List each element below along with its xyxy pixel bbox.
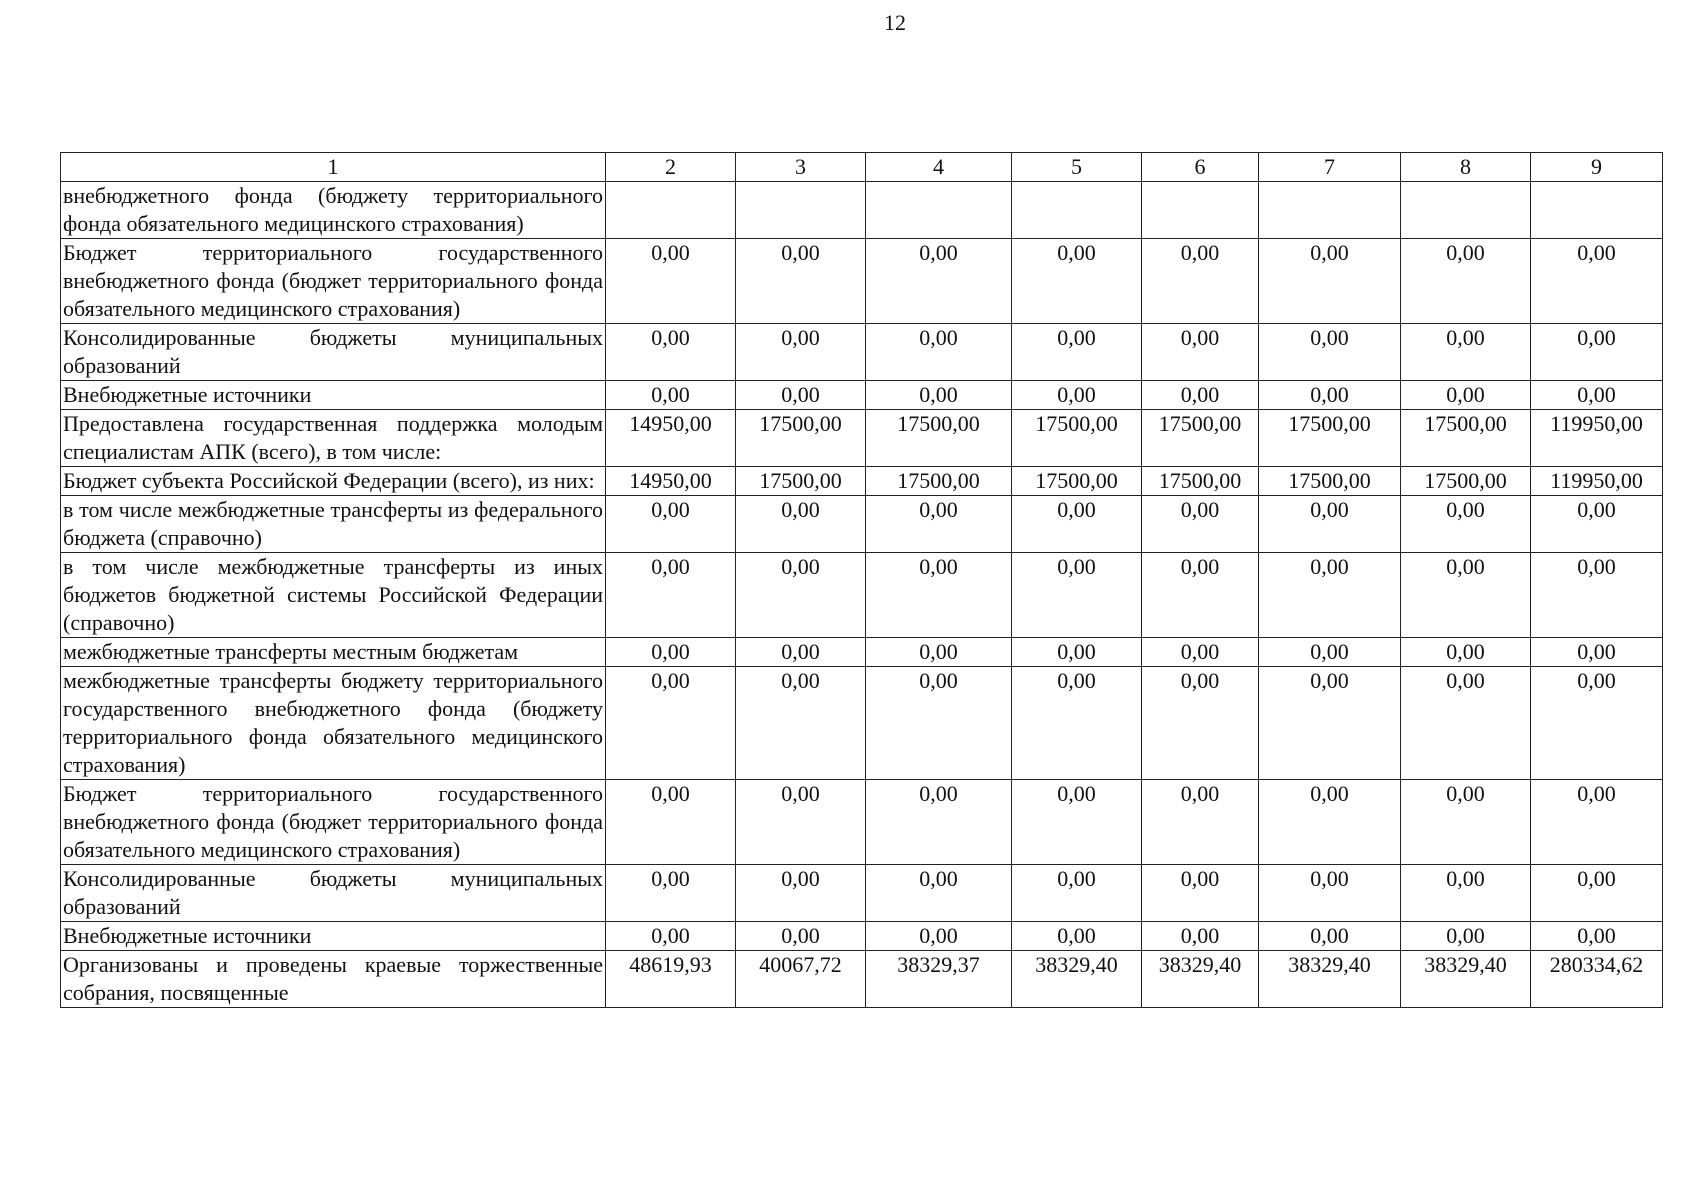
column-header: 8 — [1401, 153, 1531, 182]
header-row — [61, 153, 1663, 182]
value-cell: 0,00 — [606, 667, 736, 780]
value-cell: 0,00 — [1259, 667, 1401, 780]
value-cell: 0,00 — [1142, 865, 1259, 922]
value-cell: 0,00 — [1259, 324, 1401, 381]
value-cell: 17500,00 — [866, 467, 1012, 496]
table-row — [61, 410, 1663, 467]
row-label: в том числе межбюджетные трансферты из федерального бюджета (справочно) — [61, 496, 606, 553]
value-cell: 0,00 — [1531, 865, 1663, 922]
value-cell: 0,00 — [866, 865, 1012, 922]
row-label: межбюджетные трансферты бюджету территориального государственного внебюджетного фонда (бюджету территориального фонда обязательного медицинского страхования) — [61, 667, 606, 780]
row-label: Бюджет территориального государственного внебюджетного фонда (бюджет территориального фонда обязательного медицинского страхования) — [61, 239, 606, 324]
value-cell: 0,00 — [1142, 553, 1259, 638]
row-label: Предоставлена государственная поддержка молодым специалистам АПК (всего), в том числе: — [61, 410, 606, 467]
value-cell: 0,00 — [1401, 667, 1531, 780]
value-cell: 0,00 — [736, 324, 866, 381]
page-number: 12 — [884, 10, 906, 35]
value-cell: 280334,62 — [1531, 951, 1663, 1008]
value-cell: 0,00 — [736, 553, 866, 638]
value-cell — [1531, 182, 1663, 239]
row-label: Внебюджетные источники — [61, 381, 606, 410]
value-cell: 0,00 — [606, 638, 736, 667]
value-cell: 0,00 — [736, 638, 866, 667]
value-cell: 0,00 — [866, 496, 1012, 553]
value-cell: 0,00 — [1531, 553, 1663, 638]
value-cell: 0,00 — [736, 381, 866, 410]
value-cell: 0,00 — [1401, 865, 1531, 922]
value-cell: 0,00 — [1401, 324, 1531, 381]
value-cell: 0,00 — [1259, 638, 1401, 667]
value-cell: 38329,40 — [1401, 951, 1531, 1008]
column-header: 3 — [736, 153, 866, 182]
value-cell: 0,00 — [736, 865, 866, 922]
value-cell: 0,00 — [1012, 239, 1142, 324]
value-cell: 0,00 — [1142, 667, 1259, 780]
value-cell: 0,00 — [1531, 239, 1663, 324]
value-cell: 0,00 — [1401, 638, 1531, 667]
value-cell: 0,00 — [1531, 667, 1663, 780]
row-label: Организованы и проведены краевые торжественные собрания, посвященные — [61, 951, 606, 1008]
value-cell — [1012, 182, 1142, 239]
value-cell: 17500,00 — [1142, 410, 1259, 467]
value-cell: 0,00 — [1012, 381, 1142, 410]
value-cell: 0,00 — [1012, 553, 1142, 638]
column-header: 5 — [1012, 153, 1142, 182]
value-cell: 0,00 — [606, 922, 736, 951]
value-cell: 0,00 — [1012, 638, 1142, 667]
row-label: Внебюджетные источники — [61, 922, 606, 951]
value-cell: 0,00 — [1012, 496, 1142, 553]
budget-table — [60, 152, 1663, 1008]
value-cell: 17500,00 — [1012, 410, 1142, 467]
value-cell: 17500,00 — [1259, 467, 1401, 496]
value-cell: 0,00 — [1259, 865, 1401, 922]
table-row — [61, 865, 1663, 922]
column-header: 9 — [1531, 153, 1663, 182]
value-cell: 14950,00 — [606, 410, 736, 467]
value-cell: 0,00 — [1012, 324, 1142, 381]
value-cell: 0,00 — [606, 865, 736, 922]
row-label: в том числе межбюджетные трансферты из иных бюджетов бюджетной системы Российской Федерации (справочно) — [61, 553, 606, 638]
table-row — [61, 182, 1663, 239]
table-row — [61, 324, 1663, 381]
value-cell: 0,00 — [736, 667, 866, 780]
value-cell: 38329,37 — [866, 951, 1012, 1008]
value-cell: 0,00 — [1531, 324, 1663, 381]
value-cell: 0,00 — [1401, 381, 1531, 410]
value-cell: 0,00 — [606, 496, 736, 553]
row-label: Бюджет субъекта Российской Федерации (всего), из них: — [61, 467, 606, 496]
value-cell: 0,00 — [866, 780, 1012, 865]
value-cell — [606, 182, 736, 239]
value-cell — [736, 182, 866, 239]
value-cell: 40067,72 — [736, 951, 866, 1008]
value-cell: 0,00 — [606, 239, 736, 324]
value-cell: 17500,00 — [1259, 410, 1401, 467]
value-cell: 0,00 — [1142, 381, 1259, 410]
value-cell: 38329,40 — [1259, 951, 1401, 1008]
value-cell: 0,00 — [1401, 922, 1531, 951]
value-cell: 0,00 — [1142, 780, 1259, 865]
value-cell: 0,00 — [1012, 922, 1142, 951]
value-cell: 0,00 — [1401, 496, 1531, 553]
table-row — [61, 780, 1663, 865]
value-cell: 0,00 — [866, 638, 1012, 667]
column-header: 7 — [1259, 153, 1401, 182]
value-cell: 0,00 — [866, 239, 1012, 324]
value-cell — [866, 182, 1012, 239]
value-cell — [1259, 182, 1401, 239]
value-cell: 0,00 — [1142, 324, 1259, 381]
table-row — [61, 553, 1663, 638]
column-header: 6 — [1142, 153, 1259, 182]
row-label: внебюджетного фонда (бюджету территориального фонда обязательного медицинского страхования) — [61, 182, 606, 239]
value-cell: 17500,00 — [1012, 467, 1142, 496]
value-cell: 0,00 — [1531, 381, 1663, 410]
value-cell: 0,00 — [606, 324, 736, 381]
value-cell: 0,00 — [1259, 553, 1401, 638]
value-cell — [1142, 182, 1259, 239]
value-cell: 0,00 — [1259, 381, 1401, 410]
row-label: Бюджет территориального государственного внебюджетного фонда (бюджет территориального фонда обязательного медицинского страхования) — [61, 780, 606, 865]
value-cell: 0,00 — [1259, 239, 1401, 324]
value-cell: 0,00 — [1012, 667, 1142, 780]
column-header: 2 — [606, 153, 736, 182]
value-cell: 0,00 — [1401, 780, 1531, 865]
value-cell: 0,00 — [1259, 496, 1401, 553]
value-cell: 0,00 — [1531, 780, 1663, 865]
value-cell — [1401, 182, 1531, 239]
value-cell: 0,00 — [1142, 239, 1259, 324]
value-cell: 17500,00 — [1401, 410, 1531, 467]
value-cell: 0,00 — [1142, 496, 1259, 553]
value-cell: 0,00 — [1259, 780, 1401, 865]
table-row — [61, 638, 1663, 667]
value-cell: 17500,00 — [1401, 467, 1531, 496]
value-cell: 0,00 — [736, 496, 866, 553]
value-cell: 0,00 — [736, 780, 866, 865]
value-cell: 38329,40 — [1142, 951, 1259, 1008]
value-cell: 0,00 — [866, 381, 1012, 410]
row-label: Консолидированные бюджеты муниципальных образований — [61, 324, 606, 381]
value-cell: 17500,00 — [866, 410, 1012, 467]
table-row — [61, 239, 1663, 324]
value-cell: 0,00 — [1531, 922, 1663, 951]
table-row — [61, 951, 1663, 1008]
value-cell: 0,00 — [1259, 922, 1401, 951]
value-cell: 0,00 — [1012, 780, 1142, 865]
value-cell: 0,00 — [1142, 638, 1259, 667]
value-cell: 0,00 — [866, 667, 1012, 780]
value-cell: 17500,00 — [736, 410, 866, 467]
value-cell: 17500,00 — [1142, 467, 1259, 496]
value-cell: 0,00 — [1401, 239, 1531, 324]
value-cell: 38329,40 — [1012, 951, 1142, 1008]
column-header: 4 — [866, 153, 1012, 182]
value-cell: 0,00 — [606, 381, 736, 410]
value-cell: 0,00 — [1012, 865, 1142, 922]
value-cell: 17500,00 — [736, 467, 866, 496]
value-cell: 0,00 — [606, 780, 736, 865]
value-cell: 0,00 — [736, 239, 866, 324]
value-cell: 0,00 — [1401, 553, 1531, 638]
value-cell: 0,00 — [1142, 922, 1259, 951]
table-row — [61, 381, 1663, 410]
column-header: 1 — [61, 153, 606, 182]
value-cell: 119950,00 — [1531, 467, 1663, 496]
value-cell: 0,00 — [606, 553, 736, 638]
table-row — [61, 667, 1663, 780]
value-cell: 14950,00 — [606, 467, 736, 496]
row-label: межбюджетные трансферты местным бюджетам — [61, 638, 606, 667]
value-cell: 0,00 — [736, 922, 866, 951]
value-cell: 0,00 — [866, 922, 1012, 951]
value-cell: 0,00 — [1531, 638, 1663, 667]
row-label: Консолидированные бюджеты муниципальных образований — [61, 865, 606, 922]
value-cell: 48619,93 — [606, 951, 736, 1008]
table-row — [61, 922, 1663, 951]
table-row — [61, 467, 1663, 496]
table-row — [61, 496, 1663, 553]
table-body — [61, 182, 1663, 1008]
value-cell: 119950,00 — [1531, 410, 1663, 467]
value-cell: 0,00 — [1531, 496, 1663, 553]
value-cell: 0,00 — [866, 553, 1012, 638]
value-cell: 0,00 — [866, 324, 1012, 381]
